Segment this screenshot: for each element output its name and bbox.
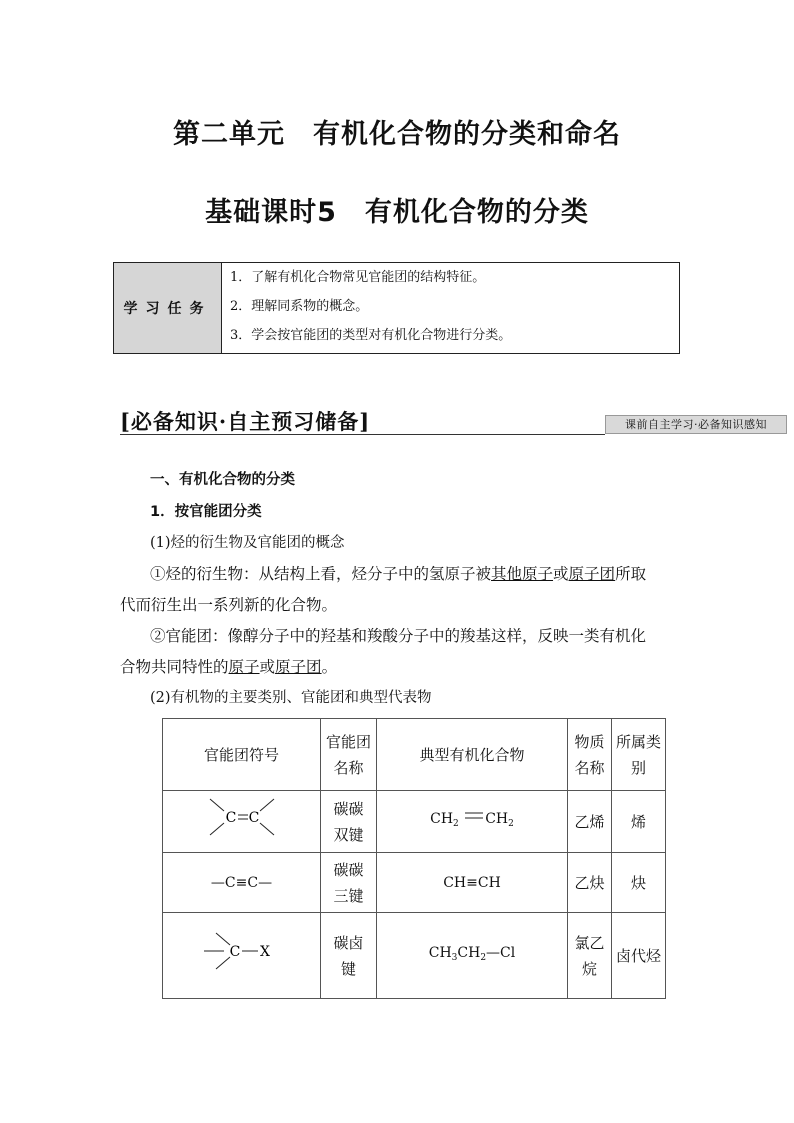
triple-bond-symbol: —C≡C— xyxy=(163,853,321,913)
compound-class: 炔 xyxy=(612,853,666,913)
learning-tasks-label: 学习任务 xyxy=(114,263,222,353)
p1-text-b: 所取 xyxy=(615,565,647,583)
p2-blank-1: 原子 xyxy=(228,658,260,676)
typical-compound: $CH_2$ $CH_2$ xyxy=(377,791,568,853)
compound-name: 氯乙烷 xyxy=(568,913,612,999)
learning-tasks-list xyxy=(222,263,679,353)
p1-blank-1: 其他原子 xyxy=(491,565,554,583)
compound-class: 卤代烃 xyxy=(612,913,666,999)
double-bond-line xyxy=(463,811,485,821)
table-header-row xyxy=(163,719,666,791)
carbon-halogen-diagram xyxy=(202,921,282,981)
p1-blank-2: 原子团 xyxy=(568,565,616,583)
heading-1: 一、有机化合物的分类 xyxy=(150,472,295,488)
p2-text-b: 合物共同特性的 xyxy=(120,658,229,676)
group-name: 碳碳双键 xyxy=(321,791,377,853)
atom-c-right: C xyxy=(248,810,259,826)
task-item: 2．理解同系物的概念。 xyxy=(230,299,369,314)
p2-or: 或 xyxy=(259,658,276,676)
col-header: 物质名称 xyxy=(568,719,612,791)
col-header: 官能团名称 xyxy=(321,719,377,791)
p2-blank-2: 原子团 xyxy=(275,658,322,676)
typical-compound: CH≡CH xyxy=(377,853,568,913)
paragraph-2-line-1: ②官能团：像醇分子中的羟基和羧酸分子中的羧基这样，反映一类有机化 xyxy=(150,627,647,645)
functional-group-table xyxy=(162,718,666,999)
paragraph-1-line-2: 代而衍生出一系列新的化合物。 xyxy=(120,596,338,614)
paragraph-1-line-1 xyxy=(150,562,646,584)
p1-text-a: ①烃的衍生物：从结构上看，烃分子中的氢原子被 xyxy=(150,565,492,583)
compound-class: 烯 xyxy=(612,791,666,853)
atom-c: C xyxy=(229,944,240,960)
paragraph-2-line-2 xyxy=(120,655,337,677)
double-bond-diagram xyxy=(202,791,282,843)
lesson-subtitle: 基础课时5 有机化合物的分类 xyxy=(205,197,589,228)
task-item: 3．学会按官能团的类型对有机化合物进行分类。 xyxy=(230,328,512,343)
group-name: 碳碳三键 xyxy=(321,853,377,913)
heading-4: (2)有机物的主要类别、官能团和典型代表物 xyxy=(150,690,432,706)
double-bond-symbol xyxy=(163,791,321,853)
col-header: 典型有机化合物 xyxy=(377,719,568,791)
heading-3: (1)烃的衍生物及官能团的概念 xyxy=(150,535,345,551)
learning-tasks-box xyxy=(113,262,680,354)
compound-name: 乙炔 xyxy=(568,853,612,913)
section-divider xyxy=(120,434,605,435)
page-title: 第二单元 有机化合物的分类和命名 xyxy=(173,119,621,150)
section-tag: 课前自主学习·必备知识感知 xyxy=(605,415,787,434)
carbon-halogen-symbol xyxy=(163,913,321,999)
heading-2: 1．按官能团分类 xyxy=(150,504,262,520)
atom-c-left: C xyxy=(225,810,236,826)
p2-end: 。 xyxy=(321,658,338,676)
table-row xyxy=(163,791,666,853)
p1-or: 或 xyxy=(553,565,569,583)
group-name: 碳卤键 xyxy=(321,913,377,999)
section-heading: [必备知识·自主预习储备] xyxy=(120,409,371,434)
typical-compound: $CH_3CH_2—Cl$ xyxy=(377,913,568,999)
task-item: 1．了解有机化合物常见官能团的结构特征。 xyxy=(230,270,486,285)
compound-name: 乙烯 xyxy=(568,791,612,853)
table-row xyxy=(163,913,666,999)
table-row xyxy=(163,853,666,913)
col-header: 官能团符号 xyxy=(163,719,321,791)
col-header: 所属类别 xyxy=(612,719,666,791)
atom-x: X xyxy=(259,944,270,960)
